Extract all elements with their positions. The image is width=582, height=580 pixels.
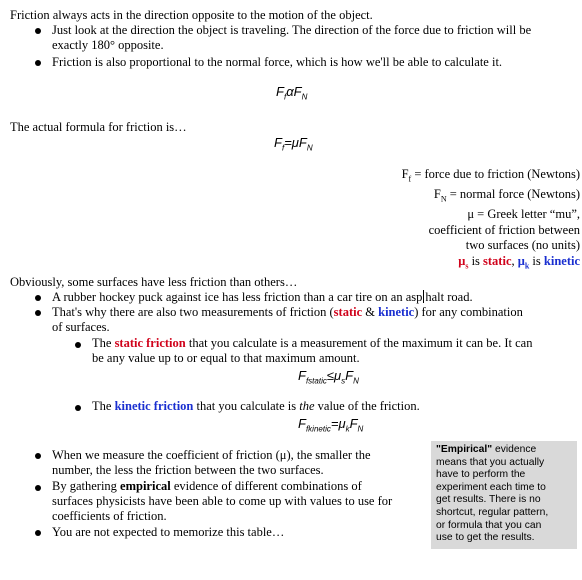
sub-bullet-dot [75, 405, 81, 411]
empirical-bullet-cont: surfaces physicists have been able to come up with values to use for [52, 494, 393, 508]
two-measurements-bullet: That's why there are also two measurements of friction (static & kinetic) for any combination [52, 305, 523, 319]
bullet-dot [35, 28, 41, 34]
obviously-text: Obviously, some surfaces have less friction than others… [10, 275, 298, 289]
bullet-dot [35, 310, 41, 316]
definition-mu: μ = Greek letter “mu”, [467, 207, 580, 221]
callout-line: shortcut, regular pattern, [436, 506, 549, 518]
sub-bullet-dot [75, 342, 81, 348]
definition-static-kinetic: $\mu_s$ is static, $\mu_k$ is kinetic [458, 253, 580, 270]
intro-text: Friction always acts in the direction opposite to the motion of the object. [10, 8, 373, 22]
actual-formula-label: The actual formula for friction is… [10, 120, 187, 134]
empirical-bullet: By gathering empirical evidence of different combinations of [52, 479, 362, 493]
callout-line: or formula that you can [436, 519, 542, 531]
bullet-text: Just look at the direction the object is traveling. The direction of the force due to friction will be [52, 23, 532, 37]
formula-proportional: $F_f\alpha F_N$ [276, 84, 308, 102]
bullet-dot [35, 453, 41, 459]
definition-fn: $F_N$ = normal force (Newtons) [433, 187, 580, 204]
static-friction-cont: be any value up to or equal to that maximum amount. [92, 351, 360, 365]
two-measurements-cont: of surfaces. [52, 320, 110, 334]
definition-ff: $F_f$ = force due to friction (Newtons) [401, 167, 580, 184]
definitions-block [340, 167, 580, 274]
callout-line: get results. There is no [436, 494, 541, 506]
definition-mu-units: two surfaces (no units) [465, 238, 580, 252]
callout-line: have to perform the [436, 469, 526, 481]
callout-line: use to get the results. [436, 532, 535, 544]
coefficient-bullet: When we measure the coefficient of friction (μ), the smaller the [52, 448, 371, 462]
bullet-dot [35, 530, 41, 536]
kinetic-friction-text: The kinetic friction that you calculate is the value of the friction. [92, 399, 420, 413]
formula-friction: $F_f=\mu F_N$ [274, 135, 313, 153]
formula-static: $F_{fstatic}\le\mu_sF_N$ [298, 368, 359, 386]
bullet-dot [35, 60, 41, 66]
empirical-bullet-cont: coefficients of friction. [52, 509, 167, 523]
bullet-text: Friction is also proportional to the normal force, which is how we'll be able to calculate it. [52, 55, 503, 69]
definition-mu-desc: coefficient of friction between [428, 222, 580, 237]
memorize-bullet: You are not expected to memorize this table… [52, 525, 285, 539]
formula-kinetic: $F_{fkinetic}=\mu_kF_N$ [298, 416, 364, 434]
callout-line: experiment each time to [436, 481, 546, 493]
static-friction-text: The static friction that you calculate is a measurement of the maximum it can be. It can [92, 336, 533, 350]
callout-line: means that you actually [436, 456, 545, 468]
bullet-text-cont: exactly 180° opposite. [52, 38, 164, 52]
bullet-dot [35, 295, 41, 301]
bullet-dot [35, 485, 41, 491]
callout-line: "Empirical" evidence [436, 444, 537, 455]
hockey-bullet: A rubber hockey puck against ice has less friction than a car tire on an asp halt road. [52, 290, 473, 304]
empirical-callout-box [431, 441, 577, 549]
coefficient-bullet-cont: number, the less the friction between the two surfaces. [52, 463, 324, 477]
